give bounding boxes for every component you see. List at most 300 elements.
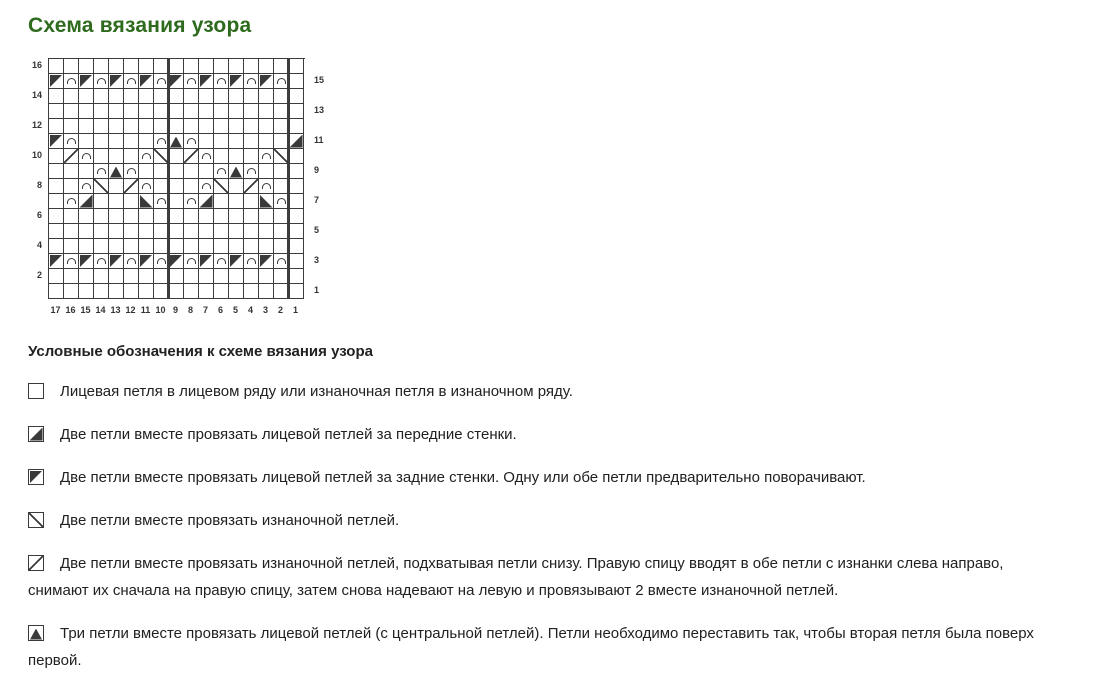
chart-cell [229,134,244,149]
p2tog-grab-below-icon [244,179,258,193]
chart-cell [184,269,199,284]
k2tog-back-loops-icon [140,255,153,268]
chart-cell [49,269,64,284]
row-number [28,253,48,268]
chart-cell [79,209,94,224]
row-number [305,208,331,223]
chart-cell [94,224,109,239]
chart-cell [139,74,154,89]
chart-cell [94,284,109,299]
row-number: 15 [314,75,325,85]
arc-icon [127,168,136,174]
row-number: 6 [36,210,42,220]
chart-cell [229,269,244,284]
chart-cell [289,59,304,74]
arc-icon [157,78,166,84]
chart-cell [94,269,109,284]
arc-icon [142,183,151,189]
chart-cell [124,254,139,269]
chart-cell [124,239,139,254]
chart-cell [214,224,229,239]
chart-cell [259,254,274,269]
stitch-number: 16 [65,305,76,315]
chart-cell [184,179,199,194]
chart-cell [199,104,214,119]
row-number [305,268,331,283]
legend-item-text: Три петли вместе провязать лицевой петлей (с центральной петлей). Петли необходимо переставить так, чтобы вторая петля была поверх первой. [28,625,1034,669]
chart-cell [169,179,184,194]
chart-cell [79,164,94,179]
chart-cell [124,134,139,149]
chart-cell [94,104,109,119]
arc-icon [67,198,76,204]
chart-cell [289,104,304,119]
chart-cell [184,224,199,239]
row-number: 11 [314,135,324,145]
chart-cell [169,224,184,239]
chart-cell [184,119,199,134]
chart-cell [199,119,214,134]
chart-cell [64,104,79,119]
chart-cell [229,104,244,119]
chart-cell [109,254,124,269]
chart-cell [169,284,184,299]
chart-cell [289,284,304,299]
chart-cell [49,194,64,209]
chart-cell [139,89,154,104]
stitch-number: 5 [232,305,238,315]
chart-cell [49,254,64,269]
chart-cell [199,164,214,179]
stitch-number: 6 [217,305,223,315]
chart-cell [244,179,259,194]
chart-cell [49,179,64,194]
chart-cell [79,119,94,134]
chart-cell [214,254,229,269]
k2tog-back-loops-icon [170,75,183,88]
legend-item-text: Две петли вместе провязать лицевой петлей за передние стенки. [60,426,517,443]
chart-cell [289,119,304,134]
chart-cell [169,74,184,89]
chart-cell [64,119,79,134]
chart-cell [64,194,79,209]
chart-cell [214,119,229,134]
chart-cell [169,149,184,164]
chart-cell [109,89,124,104]
chart-cell [124,194,139,209]
legend-item-text: Две петли вместе провязать изнаночной петлей. [60,512,400,529]
stitch-number: 15 [80,305,91,315]
chart-cell [289,194,304,209]
chart-cell [139,254,154,269]
chart-cell [244,194,259,209]
k2tog-front-loops-mirrored-icon [140,195,153,208]
chart-cell [244,269,259,284]
row-number [28,223,48,238]
legend-item [28,620,1066,674]
chart-cell [169,104,184,119]
chart-cell [49,284,64,299]
p2tog-grab-below-icon [124,179,138,193]
legend-symbol-knit-stitch [28,383,44,399]
chart-cell [289,134,304,149]
k2tog-back-loops-icon [140,75,153,88]
k2tog-back-loops-icon [230,255,243,268]
chart-cell [139,119,154,134]
chart-cell [109,194,124,209]
chart-grid [48,58,305,299]
chart-cell [139,164,154,179]
stitch-number: 3 [262,305,268,315]
k2tog-back-loops-icon [200,255,213,268]
p2tog-icon [214,179,228,193]
chart-cell [199,194,214,209]
legend-item [28,507,1066,534]
chart-cell [199,134,214,149]
chart-cell [244,119,259,134]
row-number [28,283,48,298]
row-number: 9 [314,165,320,175]
chart-cell [139,269,154,284]
chart-cell [94,59,109,74]
arc-icon [187,78,196,84]
chart-cell [214,164,229,179]
arc-icon [97,168,106,174]
chart-cell [259,269,274,284]
chart-cell [184,74,199,89]
chart-cell [109,134,124,149]
chart-cell [169,89,184,104]
chart-cell [259,59,274,74]
chart-cell [79,284,94,299]
k2tog-back-loops-icon [260,75,273,88]
legend-heading: Условные обозначения к схеме вязания узора [28,343,373,360]
chart-cell [109,119,124,134]
chart-cell [229,164,244,179]
chart-cell [259,89,274,104]
stitch-number: 10 [155,305,166,315]
chart-cell [184,134,199,149]
chart-cell [139,104,154,119]
row-number [28,103,48,118]
chart-cell [124,269,139,284]
chart-cell [49,134,64,149]
chart-cell [259,149,274,164]
arc-icon [97,258,106,264]
chart-cell [109,74,124,89]
chart-cell [229,179,244,194]
chart-cell [229,59,244,74]
row-number [305,118,331,133]
stitch-number: 7 [202,305,208,315]
row-number [305,148,331,163]
k2tog-back-loops-icon [80,255,93,268]
legend-item [28,378,1066,405]
arc-icon [82,183,91,189]
chart-cell [124,89,139,104]
arc-icon [202,153,211,159]
chart-cell [214,134,229,149]
stitch-number: 9 [172,305,178,315]
chart-cell [289,74,304,89]
chart-cell [79,89,94,104]
chart-cell [244,164,259,179]
chart-cell [184,209,199,224]
chart-cell [124,179,139,194]
p2tog-icon [274,149,288,163]
chart-cell [214,239,229,254]
row-number: 2 [36,270,42,280]
stitch-number: 12 [125,305,136,315]
chart-cell [109,284,124,299]
arc-icon [142,153,151,159]
chart-cell [64,254,79,269]
arc-icon [187,138,196,144]
repeat-boundary-line [167,59,170,299]
p2tog-grab-below-icon [64,149,78,163]
chart-cell [109,149,124,164]
chart-cell [214,89,229,104]
chart-cell [109,59,124,74]
chart-cell [214,194,229,209]
chart-cell [244,209,259,224]
chart-cell [229,254,244,269]
chart-cell [184,164,199,179]
chart-cell [64,224,79,239]
chart-cell [259,194,274,209]
chart-cell [139,134,154,149]
chart-cell [79,149,94,164]
chart-cell [124,119,139,134]
chart-cell [259,209,274,224]
chart-cell [259,179,274,194]
arc-icon [157,198,166,204]
chart-cell [229,89,244,104]
chart-cell [124,74,139,89]
chart-cell [229,224,244,239]
row-number: 12 [31,120,42,130]
arc-icon [247,78,256,84]
arc-icon [247,168,256,174]
chart-cell [94,254,109,269]
chart-cell [109,269,124,284]
chart-cell [214,104,229,119]
chart-cell [64,269,79,284]
chart-cell [229,209,244,224]
legend-symbol-p2tog [28,512,44,528]
p2tog-icon [29,513,43,527]
chart-cell [244,59,259,74]
chart-cell [229,284,244,299]
stitch-number: 14 [95,305,106,315]
chart-cell [79,224,94,239]
chart-cell [64,59,79,74]
chart-cell [184,254,199,269]
k2tog-back-loops-icon [230,75,243,88]
arc-icon [217,168,226,174]
legend-item [28,421,1066,448]
chart-cell [64,179,79,194]
chart-cell [79,179,94,194]
stitch-number: 11 [140,305,151,315]
chart-cell [169,239,184,254]
chart-cell [169,164,184,179]
chart-cell [214,284,229,299]
p2tog-icon [154,149,168,163]
knitting-chart [28,58,1066,316]
k3tog-central-icon [230,167,242,178]
chart-cell [49,59,64,74]
chart-cell [94,134,109,149]
row-number [305,238,331,253]
row-number [305,178,331,193]
arc-icon [262,153,271,159]
chart-cell [259,74,274,89]
chart-cell [214,59,229,74]
chart-cell [199,59,214,74]
arc-icon [97,78,106,84]
k2tog-back-loops-icon [170,255,183,268]
chart-cell [229,149,244,164]
chart-cell [169,209,184,224]
chart-cell [169,269,184,284]
chart-cell [49,224,64,239]
arc-icon [187,198,196,204]
legend-symbol-k2tog-back-loops [28,469,44,485]
chart-cell [49,209,64,224]
legend-item-text: Две петли вместе провязать изнаночной петлей, подхватывая петли снизу. Правую спицу вводят в обе петли с изнанки слева направо, снимают их сначала на правую спицу, затем снова надевают на левую и провязывают 2 вместе изнаночной петлей. [28,555,1004,599]
chart-cell [259,224,274,239]
chart-cell [49,149,64,164]
row-number: 3 [314,255,320,265]
chart-cell [184,194,199,209]
row-number: 7 [314,195,320,205]
arc-icon [217,78,226,84]
chart-cell [244,239,259,254]
chart-cell [64,134,79,149]
chart-cell [79,74,94,89]
row-number [305,58,331,73]
chart-cell [289,209,304,224]
chart-cell [139,179,154,194]
arc-icon [127,258,136,264]
chart-cell [94,89,109,104]
row-number: 14 [31,90,42,100]
row-number: 10 [31,150,42,160]
k3tog-central-icon [110,167,122,178]
chart-cell [49,89,64,104]
chart-cell [199,269,214,284]
chart-cell [139,59,154,74]
chart-cell [94,74,109,89]
chart-cell [49,239,64,254]
chart-cell [79,59,94,74]
chart-cell [79,269,94,284]
chart-cell [184,239,199,254]
legend-symbol-k3tog-central [28,625,44,641]
chart-cell [79,104,94,119]
chart-cell [244,104,259,119]
arc-icon [67,138,76,144]
chart-cell [199,179,214,194]
chart-cell [49,119,64,134]
k2tog-back-loops-icon [30,471,43,484]
chart-cell [109,224,124,239]
legend-item [28,550,1066,604]
arc-icon [67,258,76,264]
chart-cell [79,239,94,254]
chart-cell [124,59,139,74]
arc-icon [67,78,76,84]
chart-cell [109,164,124,179]
chart-cell [64,89,79,104]
k2tog-back-loops-icon [200,75,213,88]
k2tog-back-loops-icon [80,75,93,88]
chart-cell [124,164,139,179]
k2tog-front-loops-icon [290,135,303,148]
chart-cell [199,209,214,224]
stitch-number: 2 [277,305,283,315]
chart-cell [259,239,274,254]
chart-cell [199,254,214,269]
chart-cell [289,239,304,254]
k3tog-central-icon [170,137,182,148]
chart-cell [229,239,244,254]
row-number: 5 [314,225,320,235]
chart-cell [94,179,109,194]
chart-cell [289,254,304,269]
row-numbers-left [28,58,48,298]
chart-cell [184,104,199,119]
chart-cell [124,209,139,224]
chart-cell [289,269,304,284]
chart-cell [199,149,214,164]
k2tog-back-loops-icon [50,135,63,148]
chart-cell [259,284,274,299]
chart-cell [214,179,229,194]
chart-cell [79,254,94,269]
chart-cell [259,104,274,119]
chart-cell [109,179,124,194]
chart-cell [184,284,199,299]
row-numbers-right [305,58,331,298]
legend-symbol-p2tog-grab-below [28,555,44,571]
stitch-numbers-bottom [48,304,305,316]
chart-grid-block [48,58,305,316]
page-title: Схема вязания узора [28,14,252,37]
arc-icon [247,258,256,264]
k2tog-back-loops-icon [110,255,123,268]
chart-cell [94,194,109,209]
chart-cell [109,239,124,254]
chart-cell [124,104,139,119]
arc-icon [277,198,286,204]
k3tog-central-icon [30,629,42,640]
row-number: 8 [36,180,42,190]
p2tog-icon [94,179,108,193]
chart-cell [244,89,259,104]
chart-cell [289,224,304,239]
chart-cell [169,59,184,74]
arc-icon [82,153,91,159]
k2tog-back-loops-icon [50,75,63,88]
k2tog-back-loops-icon [110,75,123,88]
arc-icon [262,183,271,189]
chart-cell [184,59,199,74]
arc-icon [277,258,286,264]
chart-cell [139,194,154,209]
chart-cell [139,284,154,299]
